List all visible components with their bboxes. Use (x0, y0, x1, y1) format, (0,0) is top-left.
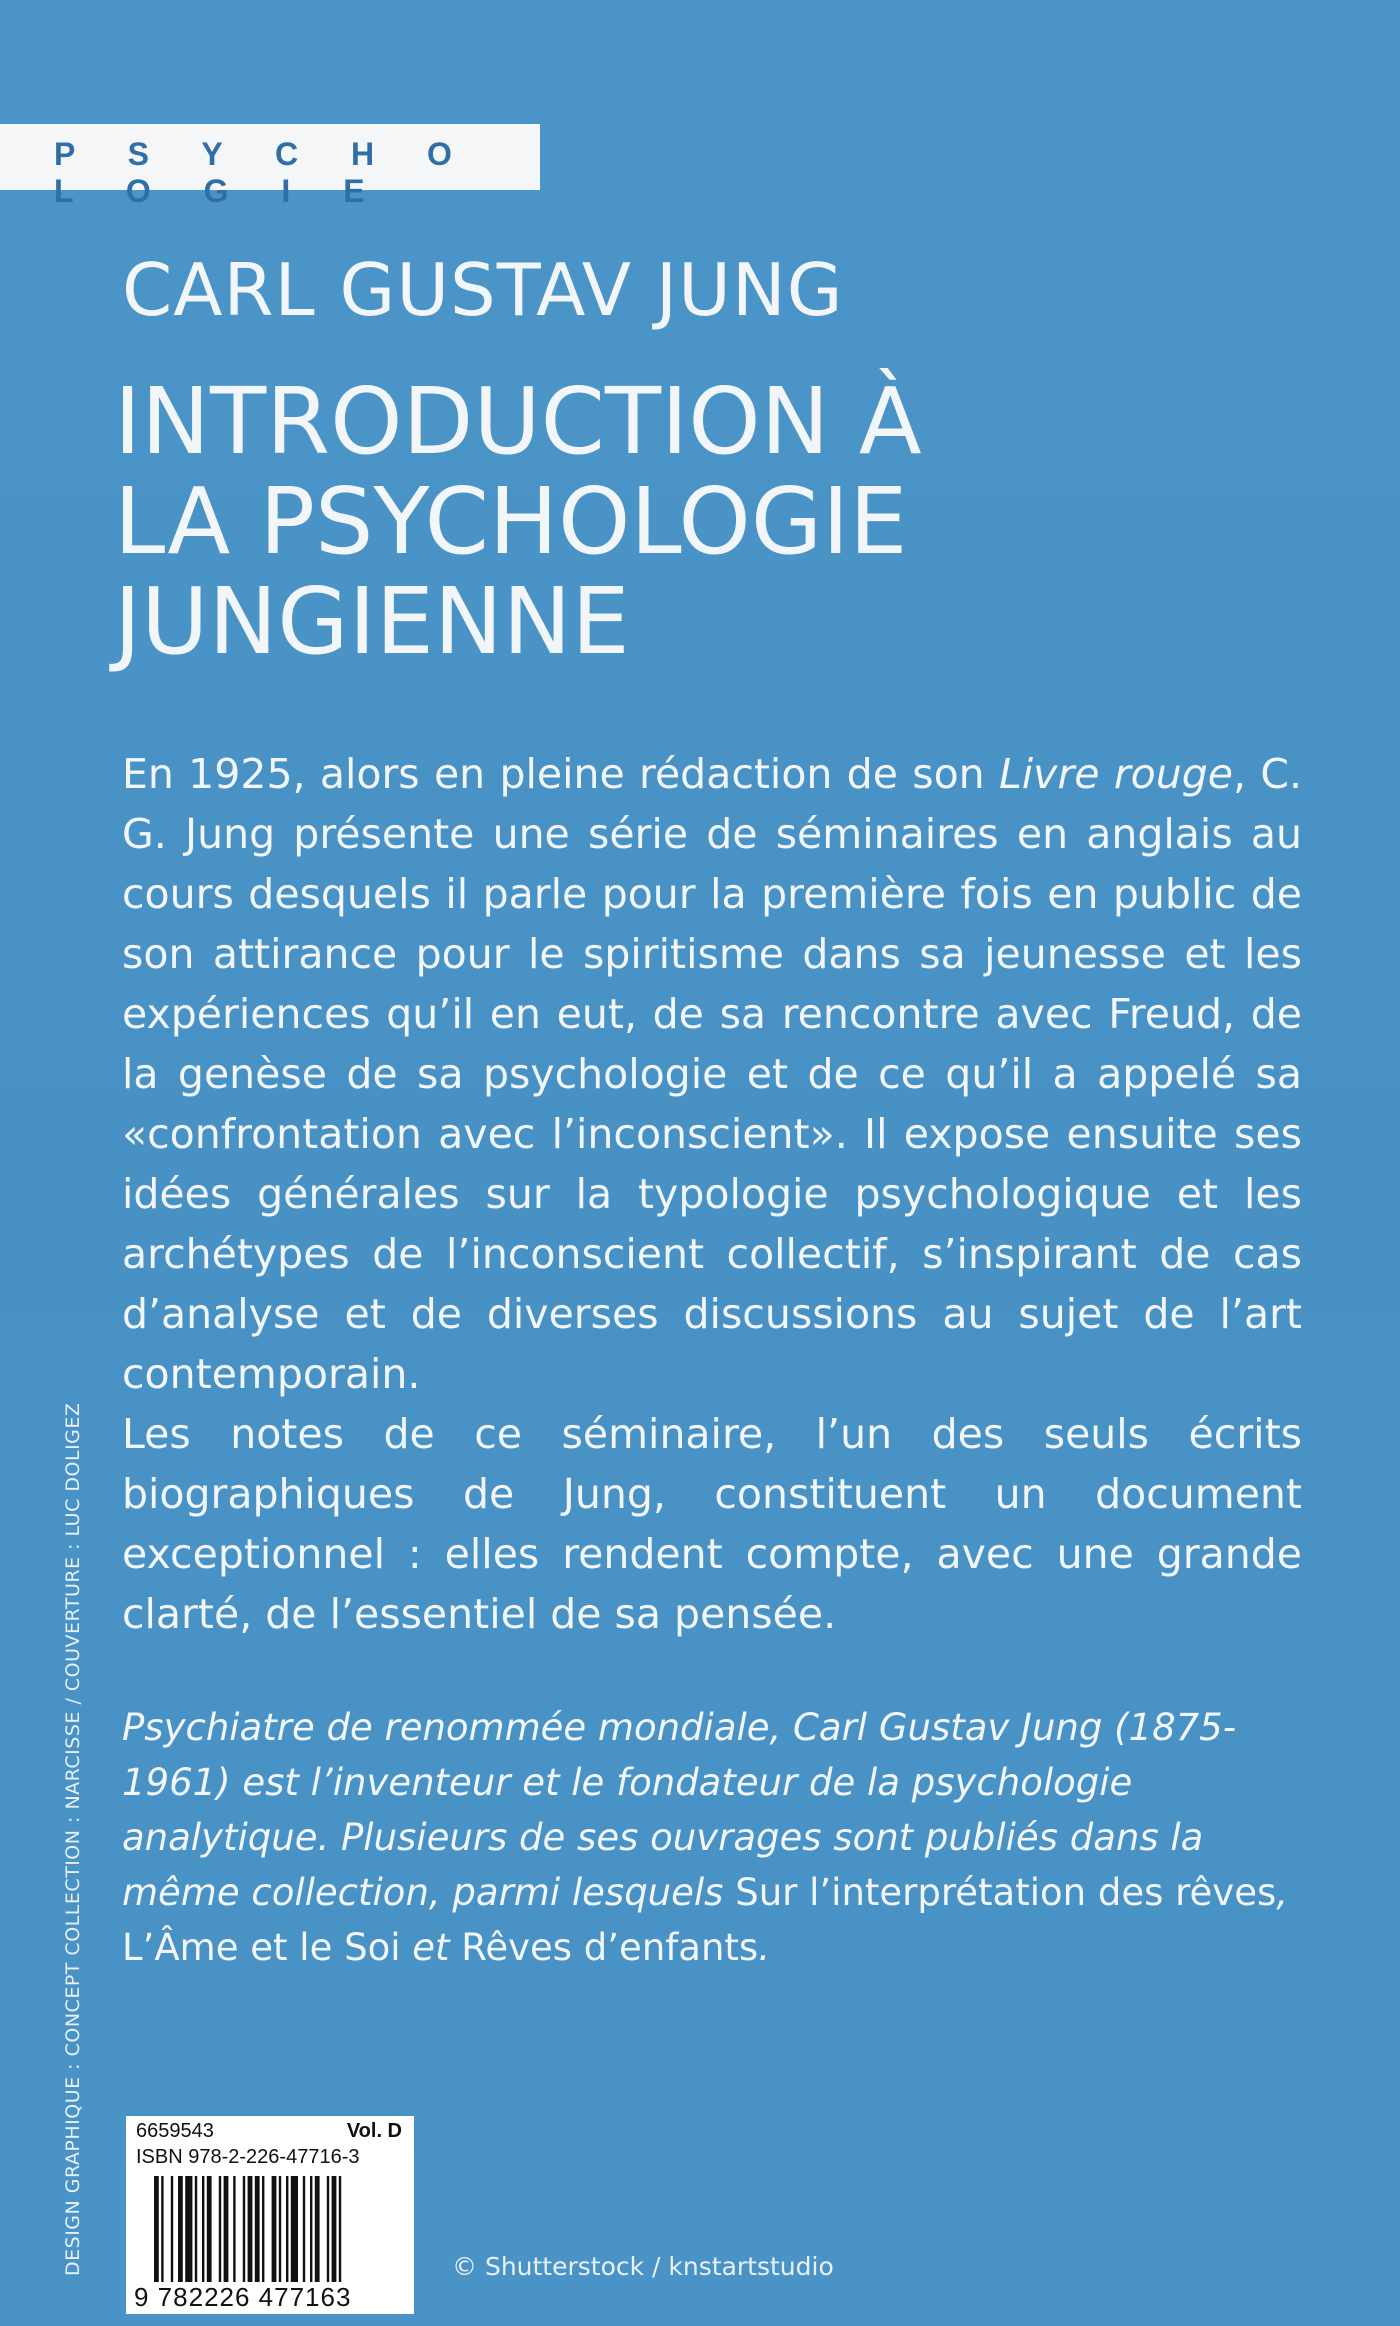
bio-book-title: L’Âme et le Soi (122, 1926, 401, 1969)
design-credit: DESIGN GRAPHIQUE : CONCEPT COLLECTION : NARCISSE / COUVERTURE : LUC DOLIGEZ (62, 1402, 84, 2276)
bio-text: . (758, 1926, 770, 1969)
bio-text: , (1276, 1871, 1289, 1914)
product-code: 6659543 (136, 2120, 214, 2142)
collection-band (0, 124, 540, 209)
collection-label: P S Y C H O L O G I E (54, 136, 474, 209)
bio-text: Psychiatre de renommée mondiale, Carl Gustav Jung (1875-1961) est l’inventeur et le fondateur de la psychologie analytique. Plusieurs de ses ouvrages sont publiés dans la même collection, parmi lesquels (122, 1706, 1237, 1914)
author-name: CARL GUSTAV JUNG (122, 248, 844, 332)
photo-credit: © Shutterstock / knstartstudio (452, 2252, 834, 2281)
title-line: JUNGIENNE (114, 568, 630, 675)
barcode-label (126, 2116, 414, 2314)
blurb-paragraph-2: Les notes de ce séminaire, l’un des seuls écrits biographiques de Jung, constituent un document exceptionnel : elles rendent compte, avec une grande clarté, de l’essentiel de sa pensée. (122, 1410, 1302, 1638)
isbn: ISBN 978-2-226-47716-3 (136, 2146, 360, 2168)
title-line: LA PSYCHOLOGIE (114, 468, 908, 575)
blurb-book-title: Livre rouge (998, 750, 1233, 798)
blurb (122, 744, 1302, 1644)
bio-book-title: Sur l’interprétation des rêves (735, 1871, 1277, 1914)
barcode-digits: 9 782226 477163 (134, 2282, 352, 2312)
barcode-bars (154, 2176, 404, 2282)
author-bio (122, 1700, 1302, 1975)
volume-label: Vol. D (346, 2120, 402, 2142)
blurb-text: En 1925, alors en pleine rédaction de son (122, 750, 999, 798)
bio-text: et (400, 1926, 462, 1969)
bio-book-title: Rêves d’enfants (461, 1926, 759, 1969)
title-line: INTRODUCTION À (114, 368, 922, 475)
blurb-text: , C. G. Jung présente une série de séminaires en anglais au cours desquels il parle pour la première fois en public de son attirance pour le spiritisme dans sa jeunesse et les expériences qu’il en eut, de sa rencontre avec Freud, de la genèse de sa psychologie et de ce qu’il a appelé sa «confrontation avec l’inconscient». Il expose ensuite ses idées générales sur la typologie psychologique et les archétypes de l’inconscient collectif, s’inspirant de cas d’analyse et de diverses discussions au sujet de l’art contemporain. (122, 750, 1302, 1398)
book-title (114, 368, 1014, 675)
blurb-paragraph-1 (122, 744, 1302, 1404)
